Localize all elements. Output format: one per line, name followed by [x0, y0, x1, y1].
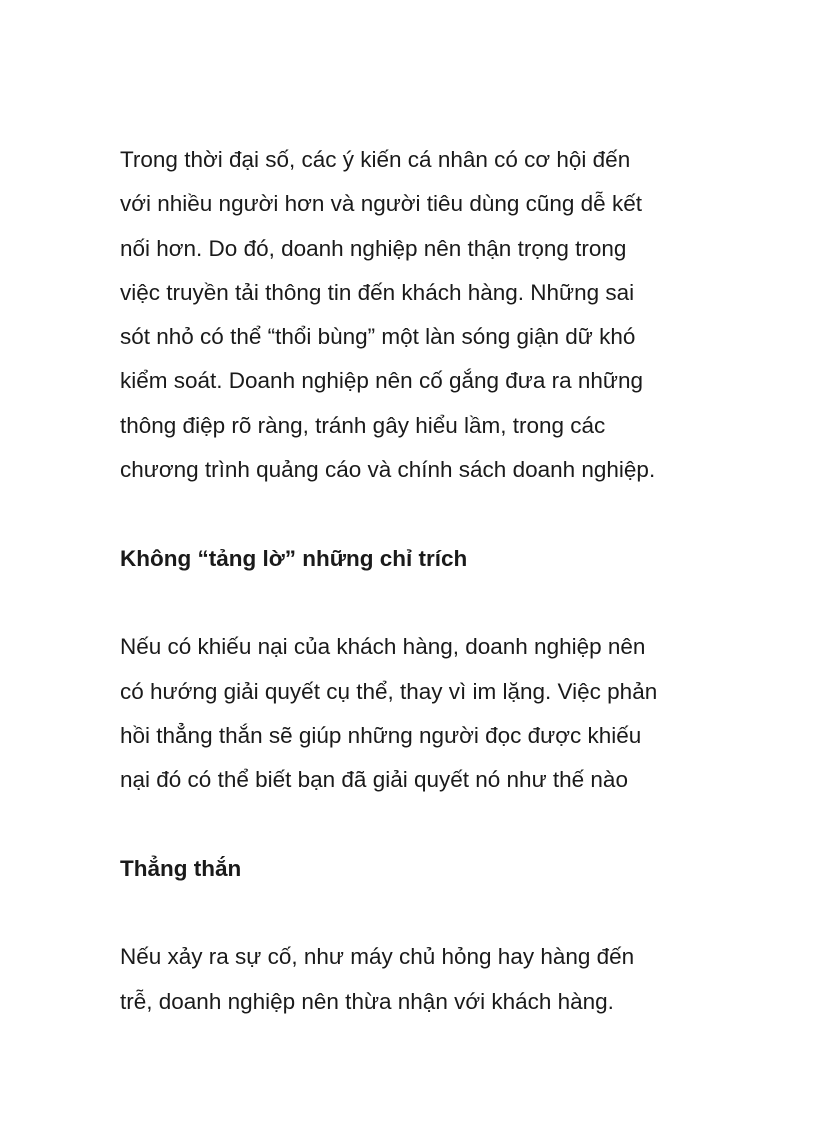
paragraph-gap — [120, 891, 720, 935]
paragraph — [120, 625, 720, 802]
text-line: Trong thời đại số, các ý kiến cá nhân có cơ hội đến — [120, 147, 631, 172]
paragraph-gap — [120, 581, 720, 625]
section-heading: Không “tảng lờ” những chỉ trích — [120, 545, 468, 571]
text-line: hồi thẳng thắn sẽ giúp những người đọc được khiếu — [120, 722, 642, 748]
text-line: có hướng giải quyết cụ thể, thay vì im lặng. Việc phản — [120, 678, 658, 704]
text-line: Nếu xảy ra sự cố, như máy chủ hỏng hay hàng đến — [120, 944, 635, 970]
text-line: việc truyền tải thông tin đến khách hàng. Những sai — [120, 279, 635, 305]
text-line: kiểm soát. Doanh nghiệp nên cố gắng đưa ra những — [120, 368, 643, 394]
paragraph-gap — [120, 802, 720, 846]
text-line: sót nhỏ có thể “thổi bùng” một làn sóng giận dữ khó — [120, 324, 636, 350]
section-heading: Thẳng thắn — [120, 855, 242, 881]
paragraph-gap — [120, 492, 720, 536]
document-page — [120, 138, 720, 1024]
text-line: nại đó có thể biết bạn đã giải quyết nó như thế nào — [120, 767, 628, 793]
paragraph — [120, 138, 720, 492]
paragraph — [120, 935, 720, 1024]
text-line: với nhiều người hơn và người tiêu dùng cũng dễ kết — [120, 191, 642, 217]
text-line: thông điệp rõ ràng, tránh gây hiểu lầm, trong các — [120, 412, 606, 438]
text-line: nối hơn. Do đó, doanh nghiệp nên thận trọng trong — [120, 235, 627, 261]
text-line: trễ, doanh nghiệp nên thừa nhận với khách hàng. — [120, 988, 614, 1014]
text-line: Nếu có khiếu nại của khách hàng, doanh nghiệp nên — [120, 634, 646, 660]
text-line: chương trình quảng cáo và chính sách doanh nghiệp. — [120, 457, 656, 483]
